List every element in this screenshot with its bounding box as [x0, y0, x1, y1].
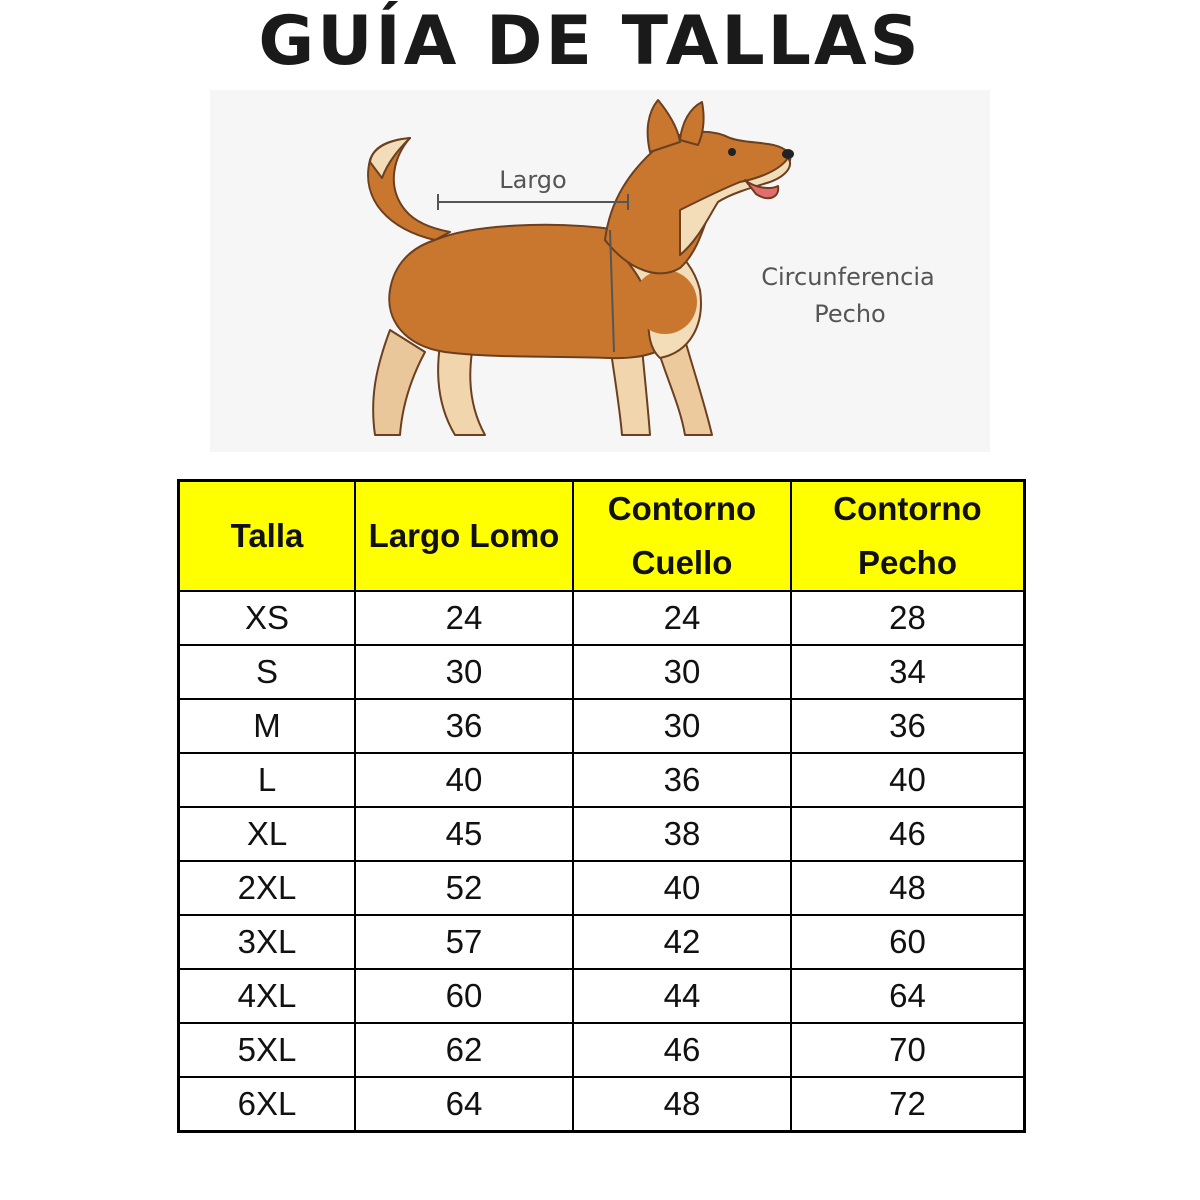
table-cell: 36 — [791, 699, 1025, 753]
table-row — [179, 645, 1025, 699]
table-cell: 48 — [791, 861, 1025, 915]
table-cell: 72 — [791, 1077, 1025, 1132]
table-cell: 62 — [355, 1023, 573, 1077]
chest-label-line1: Circunferencia — [761, 263, 935, 291]
table-cell: M — [179, 699, 356, 753]
table-header-row — [179, 481, 1025, 592]
length-measure-line — [438, 194, 628, 210]
table-cell: 2XL — [179, 861, 356, 915]
table-cell: 24 — [573, 591, 791, 645]
table-cell: XS — [179, 591, 356, 645]
table-cell: 30 — [573, 645, 791, 699]
table-body — [179, 591, 1025, 1132]
table-row — [179, 861, 1025, 915]
chest-label-line2: Pecho — [814, 300, 886, 328]
dog-drawing — [368, 100, 794, 435]
header-talla: Talla — [179, 481, 356, 592]
table-cell: 57 — [355, 915, 573, 969]
table-cell: 5XL — [179, 1023, 356, 1077]
table-cell: 45 — [355, 807, 573, 861]
table-cell: 40 — [791, 753, 1025, 807]
table-cell: 36 — [355, 699, 573, 753]
dog-icon — [210, 90, 990, 452]
table-cell: 52 — [355, 861, 573, 915]
table-cell: 30 — [573, 699, 791, 753]
table-cell: 60 — [355, 969, 573, 1023]
table-cell: 40 — [573, 861, 791, 915]
table-cell: 60 — [791, 915, 1025, 969]
page-title: GUÍA DE TALLAS — [258, 2, 922, 81]
table-row — [179, 807, 1025, 861]
table-cell: 40 — [355, 753, 573, 807]
table-cell: 42 — [573, 915, 791, 969]
table-row — [179, 1023, 1025, 1077]
table-cell: 46 — [573, 1023, 791, 1077]
table-row — [179, 753, 1025, 807]
table-cell: 36 — [573, 753, 791, 807]
header-contorno-pecho: Contorno Pecho — [791, 481, 1025, 592]
table-cell: 64 — [791, 969, 1025, 1023]
table-cell: XL — [179, 807, 356, 861]
table-cell: 30 — [355, 645, 573, 699]
table-cell: L — [179, 753, 356, 807]
header-contorno-cuello: Contorno Cuello — [573, 481, 791, 592]
table-cell: S — [179, 645, 356, 699]
table-row — [179, 1077, 1025, 1132]
length-label: Largo — [499, 166, 567, 194]
table-cell: 64 — [355, 1077, 573, 1132]
table-cell: 24 — [355, 591, 573, 645]
table-row — [179, 969, 1025, 1023]
table-cell: 44 — [573, 969, 791, 1023]
table-cell: 6XL — [179, 1077, 356, 1132]
table-cell: 38 — [573, 807, 791, 861]
table-row — [179, 699, 1025, 753]
table-cell: 46 — [791, 807, 1025, 861]
table-row — [179, 915, 1025, 969]
dog-measurement-illustration — [210, 90, 990, 452]
table-cell: 4XL — [179, 969, 356, 1023]
header-largo-lomo: Largo Lomo — [355, 481, 573, 592]
table-cell: 28 — [791, 591, 1025, 645]
table-cell: 3XL — [179, 915, 356, 969]
table-cell: 48 — [573, 1077, 791, 1132]
table-cell: 34 — [791, 645, 1025, 699]
table-cell: 70 — [791, 1023, 1025, 1077]
size-table — [177, 479, 1026, 1133]
table-row — [179, 591, 1025, 645]
